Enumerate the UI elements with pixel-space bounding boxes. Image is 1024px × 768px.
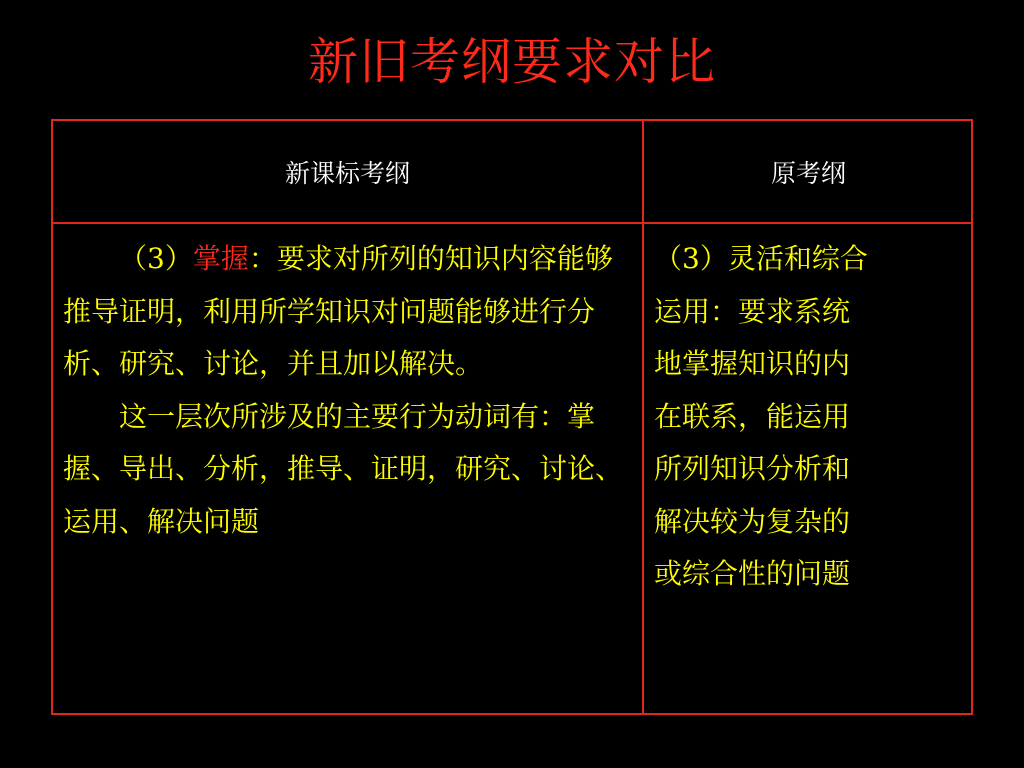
slide-title: 新旧考纲要求对比 <box>308 33 716 91</box>
new-syllabus-paragraph-2: 这一层次所涉及的主要行为动词有：掌握、导出、分析，推导、证明，研究、讨论、运用、解决问题 <box>63 399 624 538</box>
new-syllabus-text-1: ：要求对所列的知识内容能够推导证明，利用所学知识对问题能够进行分析、研究、讨论，并且加以解决。 <box>63 242 613 380</box>
comparison-table <box>51 119 973 715</box>
old-syllabus-line: 所列知识分析和 <box>654 452 851 485</box>
old-syllabus-line: （3）灵活和综合 <box>654 242 868 275</box>
old-syllabus-line: 解决较为复杂的 <box>654 504 851 538</box>
old-syllabus-line: 或综合性的问题 <box>654 557 851 590</box>
header-new-syllabus: 新课标考纲 <box>284 158 410 188</box>
new-syllabus-prefix: （3） <box>119 242 193 275</box>
old-syllabus-line: 地掌握知识的内 <box>654 347 851 380</box>
header-old-syllabus: 原考纲 <box>770 158 846 188</box>
new-syllabus-paragraph-1 <box>63 233 635 391</box>
new-syllabus-cell <box>63 233 635 548</box>
old-syllabus-line: 运用：要求系统 <box>654 294 851 328</box>
new-syllabus-highlight: 掌握 <box>192 242 249 275</box>
old-syllabus-line: 在联系，能运用 <box>654 399 851 433</box>
header-divider <box>53 222 971 224</box>
old-syllabus-cell <box>654 233 970 601</box>
